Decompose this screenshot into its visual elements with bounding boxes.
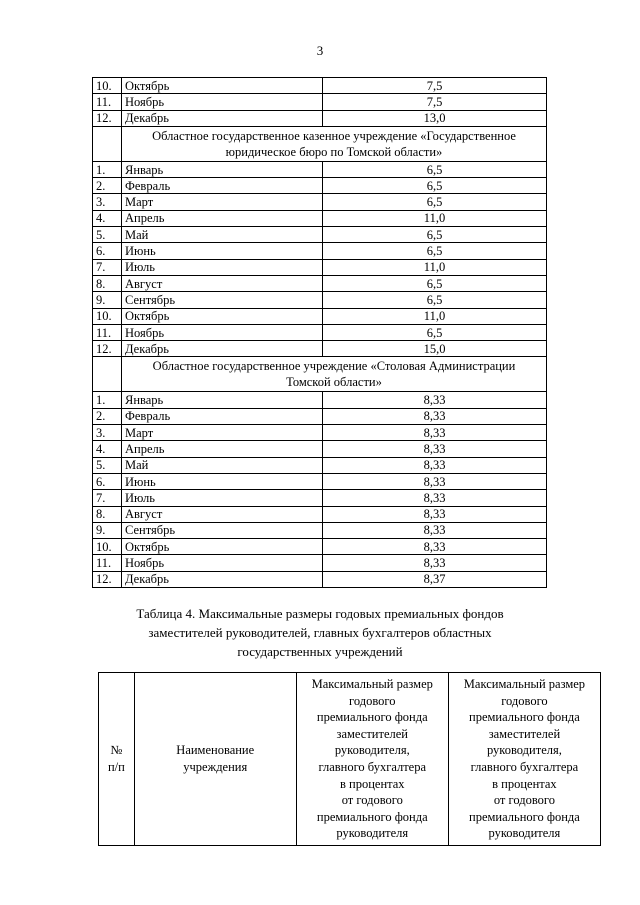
table-row xyxy=(93,506,547,522)
header-line: от годового xyxy=(493,793,555,808)
table-row xyxy=(93,490,547,506)
header-max-fund-b xyxy=(448,673,600,846)
monthly-percent-table xyxy=(92,77,547,588)
header-line: Максимальный размер xyxy=(463,677,586,691)
row-month: Октябрь xyxy=(122,78,323,94)
row-month: Ноябрь xyxy=(122,324,323,340)
row-value: 8,33 xyxy=(323,425,547,441)
row-value: 6,5 xyxy=(323,227,547,243)
monthly-percent-table-body xyxy=(93,78,547,588)
row-month: Июнь xyxy=(122,473,323,489)
table-row xyxy=(93,441,547,457)
table-4-caption xyxy=(0,604,640,661)
header-line: годового xyxy=(501,693,548,708)
row-value: 8,33 xyxy=(323,457,547,473)
section-header-row xyxy=(93,126,547,161)
row-number: 11. xyxy=(93,324,122,340)
section-title-line: Областное государственное казенное учреждение «Государственное xyxy=(152,128,516,143)
row-value: 13,0 xyxy=(323,110,547,126)
row-month: Январь xyxy=(122,161,323,177)
row-month: Апрель xyxy=(122,210,323,226)
table-row xyxy=(93,94,547,110)
row-value: 6,5 xyxy=(323,292,547,308)
row-month: Август xyxy=(122,506,323,522)
row-month: Август xyxy=(122,275,323,291)
header-line: учреждения xyxy=(183,759,248,774)
row-month: Март xyxy=(122,425,323,441)
table-row xyxy=(93,392,547,408)
row-number: 12. xyxy=(93,110,122,126)
row-number: 6. xyxy=(93,473,122,489)
row-number: 11. xyxy=(93,94,122,110)
header-line: в процентах xyxy=(339,776,405,791)
row-number: 10. xyxy=(93,308,122,324)
row-value: 11,0 xyxy=(323,259,547,275)
header-line: от годового xyxy=(341,793,403,808)
header-max-fund-a xyxy=(296,673,448,846)
row-month: Декабрь xyxy=(122,110,323,126)
header-number xyxy=(99,673,135,846)
header-line: заместителей xyxy=(336,726,408,741)
header-line: премиального фонда xyxy=(316,809,428,824)
row-number: 3. xyxy=(93,425,122,441)
header-line: руководителя xyxy=(336,826,409,841)
row-value: 6,5 xyxy=(323,178,547,194)
row-number: 4. xyxy=(93,210,122,226)
header-line: премиального фонда xyxy=(316,710,428,725)
table-row xyxy=(93,78,547,94)
table-row xyxy=(93,555,547,571)
header-line: п/п xyxy=(107,759,125,774)
table-row xyxy=(93,473,547,489)
table-row xyxy=(93,522,547,538)
row-value: 8,33 xyxy=(323,555,547,571)
section-title xyxy=(122,126,547,161)
page-number: 3 xyxy=(316,43,324,58)
row-number: 1. xyxy=(93,161,122,177)
row-month: Ноябрь xyxy=(122,555,323,571)
row-value: 6,5 xyxy=(323,275,547,291)
header-institution-name xyxy=(134,673,296,846)
row-value: 8,33 xyxy=(323,441,547,457)
table-row xyxy=(93,324,547,340)
row-number: 7. xyxy=(93,490,122,506)
row-value: 6,5 xyxy=(323,243,547,259)
table-4-header-row xyxy=(99,673,601,846)
row-number: 6. xyxy=(93,243,122,259)
row-value: 8,33 xyxy=(323,506,547,522)
row-value: 8,37 xyxy=(323,571,547,587)
table-row xyxy=(93,571,547,587)
header-line: руководителя, xyxy=(486,743,562,758)
row-number: 2. xyxy=(93,408,122,424)
row-number: 9. xyxy=(93,522,122,538)
row-number: 1. xyxy=(93,392,122,408)
row-month: Декабрь xyxy=(122,571,323,587)
section-header-row xyxy=(93,357,547,392)
row-value: 8,33 xyxy=(323,392,547,408)
row-number: 5. xyxy=(93,227,122,243)
row-value: 11,0 xyxy=(323,308,547,324)
row-number: 11. xyxy=(93,555,122,571)
row-month: Ноябрь xyxy=(122,94,323,110)
table-row xyxy=(93,259,547,275)
table-row xyxy=(93,341,547,357)
section-title-line: Областное государственное учреждение «Столовая Администрации xyxy=(152,359,516,374)
table-4-premium-funds xyxy=(98,672,601,846)
row-number: 3. xyxy=(93,194,122,210)
row-value: 8,33 xyxy=(323,473,547,489)
header-line: Наименование xyxy=(176,743,255,758)
row-value: 11,0 xyxy=(323,210,547,226)
row-month: Сентябрь xyxy=(122,522,323,538)
row-month: Январь xyxy=(122,392,323,408)
table-row xyxy=(93,539,547,555)
row-value: 8,33 xyxy=(323,408,547,424)
row-month: Май xyxy=(122,457,323,473)
header-line: главного бухгалтера xyxy=(470,759,579,774)
header-line: годового xyxy=(349,693,396,708)
table-row xyxy=(93,408,547,424)
row-value: 7,5 xyxy=(323,78,547,94)
caption-line: заместителей руководителей, главных бухгалтеров областных xyxy=(148,625,492,640)
table-row xyxy=(93,161,547,177)
section-title-line: Томской области» xyxy=(286,375,382,390)
header-line: заместителей xyxy=(488,726,561,741)
row-month: Апрель xyxy=(122,441,323,457)
section-number-cell xyxy=(93,357,122,392)
header-line: Максимальный размер xyxy=(311,677,433,691)
row-month: Март xyxy=(122,194,323,210)
table-row xyxy=(93,275,547,291)
row-value: 6,5 xyxy=(323,161,547,177)
row-number: 12. xyxy=(93,571,122,587)
row-number: 10. xyxy=(93,78,122,94)
section-title-line: юридическое бюро по Томской области» xyxy=(225,144,443,159)
row-value: 6,5 xyxy=(323,194,547,210)
row-number: 10. xyxy=(93,539,122,555)
header-line: в процентах xyxy=(492,776,557,791)
row-number: 7. xyxy=(93,259,122,275)
caption-line: государственных учреждений xyxy=(237,644,403,659)
row-number: 2. xyxy=(93,178,122,194)
table-row xyxy=(93,308,547,324)
row-month: Июль xyxy=(122,259,323,275)
row-value: 6,5 xyxy=(323,324,547,340)
row-month: Июль xyxy=(122,490,323,506)
table-row xyxy=(93,292,547,308)
table-row xyxy=(93,110,547,126)
header-line: главного бухгалтера xyxy=(318,759,427,774)
row-number: 8. xyxy=(93,275,122,291)
row-value: 8,33 xyxy=(323,522,547,538)
row-value: 7,5 xyxy=(323,94,547,110)
table-row xyxy=(93,178,547,194)
row-month: Сентябрь xyxy=(122,292,323,308)
header-line: № xyxy=(110,743,123,758)
header-line: премиального фонда xyxy=(469,809,580,824)
header-line: руководителя xyxy=(488,826,561,841)
row-month: Май xyxy=(122,227,323,243)
table-row xyxy=(93,227,547,243)
row-month: Октябрь xyxy=(122,539,323,555)
table-row xyxy=(93,243,547,259)
row-number: 4. xyxy=(93,441,122,457)
table-row xyxy=(93,457,547,473)
section-title xyxy=(122,357,547,392)
table-row xyxy=(93,210,547,226)
row-month: Июнь xyxy=(122,243,323,259)
row-number: 5. xyxy=(93,457,122,473)
row-number: 8. xyxy=(93,506,122,522)
row-value: 8,33 xyxy=(323,539,547,555)
caption-line: Таблица 4. Максимальные размеры годовых премиальных фондов xyxy=(136,606,504,621)
table-row xyxy=(93,425,547,441)
row-month: Октябрь xyxy=(122,308,323,324)
row-number: 12. xyxy=(93,341,122,357)
row-month: Февраль xyxy=(122,178,323,194)
row-value: 15,0 xyxy=(323,341,547,357)
row-value: 8,33 xyxy=(323,490,547,506)
row-month: Декабрь xyxy=(122,341,323,357)
header-line: премиального фонда xyxy=(469,710,580,725)
row-number: 9. xyxy=(93,292,122,308)
section-number-cell xyxy=(93,126,122,161)
table-row xyxy=(93,194,547,210)
header-line: руководителя, xyxy=(334,743,410,758)
row-month: Февраль xyxy=(122,408,323,424)
